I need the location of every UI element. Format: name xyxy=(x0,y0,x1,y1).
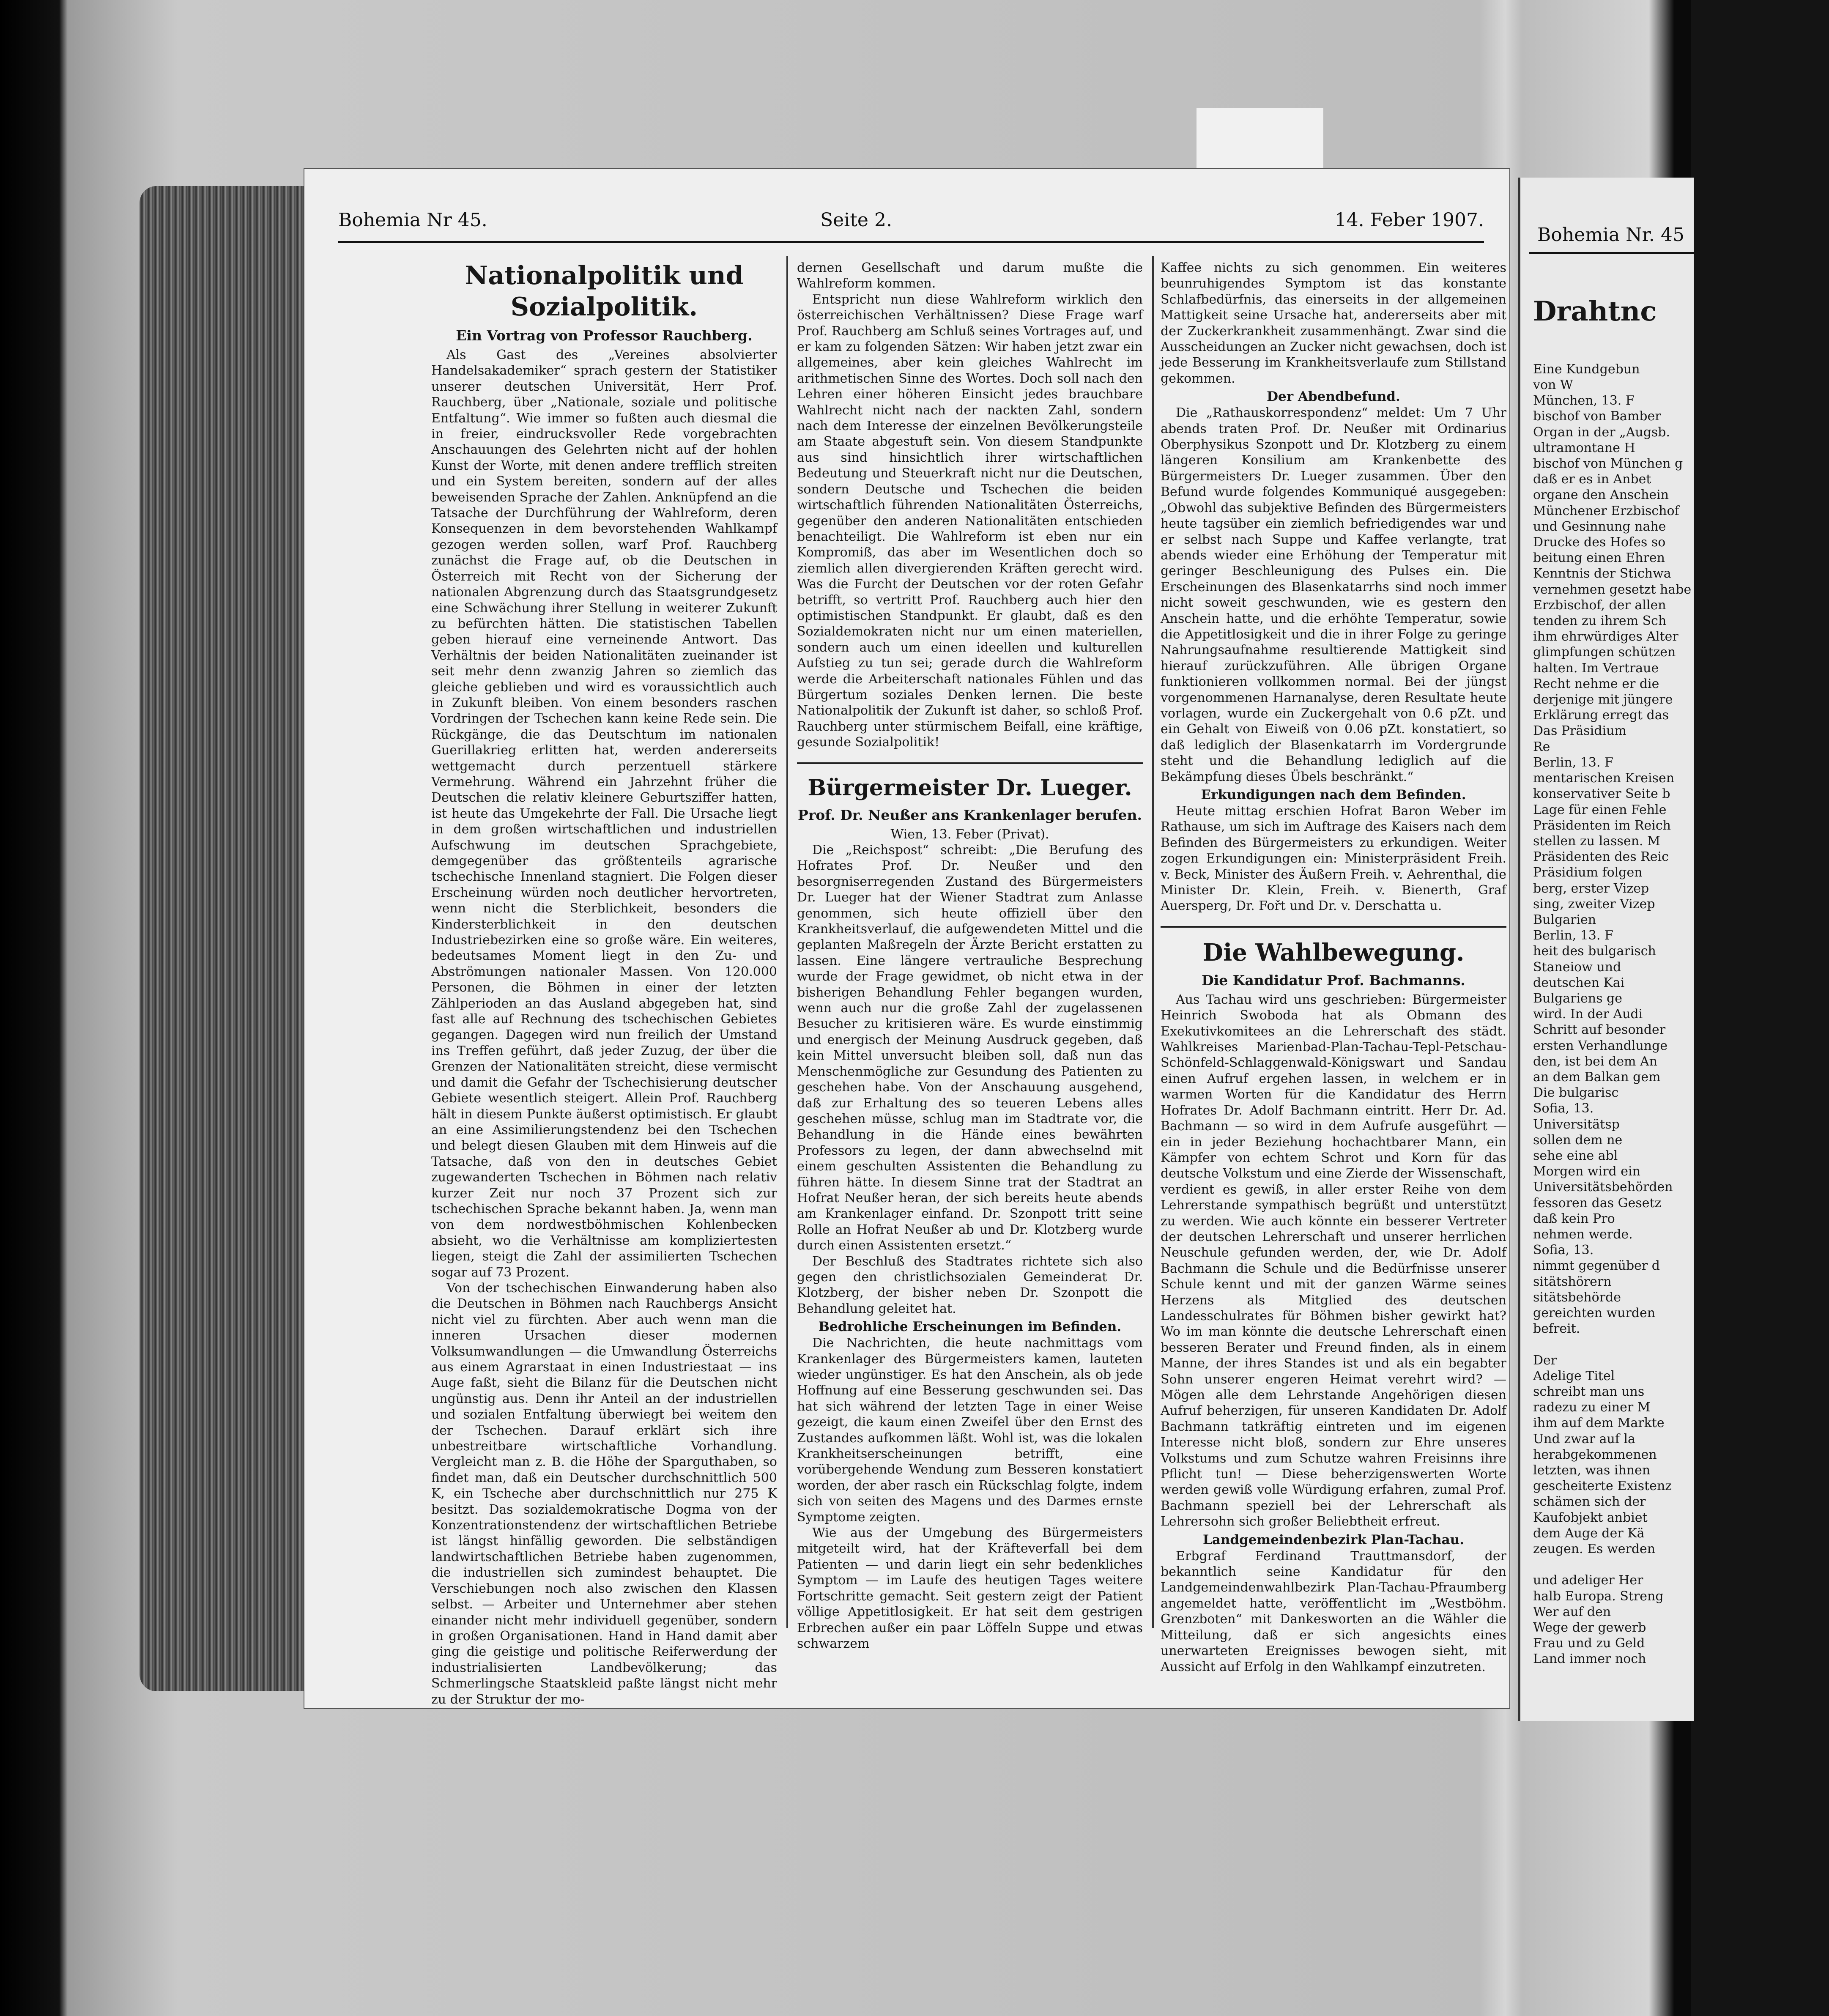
header-date: 14. Feber 1907. xyxy=(1334,209,1484,231)
facing-page-line: sollen dem ne xyxy=(1533,1132,1623,1148)
facing-page-line: heit des bulgarisch xyxy=(1533,944,1656,959)
section-heading: Landgemeindenbezirk Plan-Tachau. xyxy=(1202,1532,1465,1548)
facing-page-line: Präsidenten im Reich xyxy=(1533,818,1671,833)
facing-page-line: halb Europa. Streng xyxy=(1533,1589,1664,1604)
facing-page-line: Wege der gewerb xyxy=(1533,1620,1646,1635)
facing-page-line: derjenige mit jüngere xyxy=(1533,692,1673,707)
facing-page-line: Bulgarien xyxy=(1533,912,1596,927)
facing-page-line: zeugen. Es werden xyxy=(1533,1542,1656,1557)
facing-page-header: Bohemia Nr. 45 xyxy=(1537,224,1684,246)
facing-page-line: organe den Anschein xyxy=(1533,488,1669,503)
facing-page-line: befreit. xyxy=(1533,1321,1580,1337)
facing-page-line: ihm auf dem Markte xyxy=(1533,1416,1665,1431)
facing-page-line: Staneiow und xyxy=(1533,959,1621,975)
paragraph: Die „Reichspost“ schreibt: „Die Berufung des Hofrates Prof. Dr. Neußer und den besorgniserregenden Zustand des Bürgermeisters Dr. Lueger hat der Wiener Stadtrat zum Anlasse genommen, sich heute offiziell über den Krankheitsverlauf, die aufgewendeten Mittel und die geplanten Maßregeln der Ärzte Bericht erstatten zu lassen. Eine längere vertrauliche Besprechung wurde der Frage gewidmet, ob nicht etwa in der bisherigen Behandlung Fehler begangen wurden, wenn auch nur die große Zahl der zugelassenen Besucher zu kritisieren wäre. Es wurde einstimmig und energisch der Meinung Ausdruck gegeben, daß kein Mittel unversucht bleiben soll, daß nun das Menschenmögliche zur Gesundung des Patienten zu geschehen habe. Von der Anschauung ausgehend, daß zur Erhaltung des so teueren Lebens alles geschehen müsse, schlug man im Stadtrate vor, die Behandlung in die Hände eines bewährten Professors zu legen, der dann abwechselnd mit einem geschulten Assistenten die Behandlung zu führen hätte. In diesem Sinne trat der Stadtrat an Hofrat Neußer heran, der sich bereits heute abends am Krankenlager einfand. Dr. Szonpott tritt seine Rolle an Hofrat Neußer ab und Dr. Klotzberg wurde durch einen Assistenten ersetzt.“ xyxy=(797,843,1143,1253)
facing-page-line: und adeliger Her xyxy=(1533,1573,1643,1588)
article-subtitle: Prof. Dr. Neußer ans Krankenlager berufen. xyxy=(798,806,1142,823)
facing-page-line: den, ist bei dem An xyxy=(1533,1054,1657,1069)
facing-page-line: nimmt gegenüber d xyxy=(1533,1258,1660,1274)
facing-page-line: halten. Im Vertraue xyxy=(1533,660,1659,676)
facing-page-line: von W xyxy=(1533,378,1573,393)
facing-page-line: sehe eine abl xyxy=(1533,1148,1618,1163)
facing-page-line: ersten Verhandlunge xyxy=(1533,1038,1668,1053)
column-rule xyxy=(1152,256,1154,1628)
section-heading: Bedrohliche Erscheinungen im Befinden. xyxy=(818,1319,1122,1335)
facing-page-line: Adelige Titel xyxy=(1533,1368,1615,1383)
paragraph: dernen Gesellschaft und darum mußte die Wahlreform kommen. xyxy=(797,260,1143,291)
facing-page-line: berg, erster Vizep xyxy=(1533,881,1649,896)
facing-page-line: Bulgariens ge xyxy=(1533,991,1622,1006)
facing-page-line: Erzbischof, der allen xyxy=(1533,597,1666,613)
facing-page-line: schreibt man uns xyxy=(1533,1384,1645,1400)
facing-page-line: schämen sich der xyxy=(1533,1494,1646,1509)
section-heading: Erkundigungen nach dem Befinden. xyxy=(1201,787,1466,803)
facing-page-line: daß kein Pro xyxy=(1533,1211,1615,1226)
facing-page-line xyxy=(1533,1557,1829,1572)
facing-page-line: Das Präsidium xyxy=(1533,723,1626,739)
facing-page-line: stellen zu lassen. M xyxy=(1533,833,1660,849)
facing-page-line: Präsidenten des Reic xyxy=(1533,849,1669,865)
facing-page-line: Kaufobjekt anbiet xyxy=(1533,1510,1648,1525)
article-subtitle: Die Kandidatur Prof. Bachmanns. xyxy=(1202,972,1465,989)
facing-page-line: tenden zu ihrem Sch xyxy=(1533,614,1667,629)
paragraph: Entspricht nun diese Wahlreform wirklich den österreichischen Verhältnissen? Diese Frage warf Prof. Rauchberg am Schluß seines Vortrages auf, und er kam zu folgenden Sätzen: Wir haben jetzt zwar ein allgemeines, aber kein gleiches Wahlrecht im arithmetischen Sinne des Wortes. Doch soll nach den Lehren einer höheren Einsicht jedes brauchbare Wahlrecht nicht nach der nackten Zahl, sondern nach dem Interesse der einzelnen Bevölkerungsteile am Staate abgestuft sein. Von diesem Standpunkte aus sind hinsichtlich ihrer wirtschaftlichen Bedeutung und Steuerkraft nicht nur die Deutschen, sondern Deutsche und Tschechen die beiden wirtschaftlich führenden Nationalitäten Österreichs, gegenüber den anderen Nationalitäten entschieden benachteiligt. Die Wahlreform ist eben nur ein Kompromiß, das aber im Wesentlichen doch so ziemlich allen divergierenden Kräften gerecht wird. Was die Furcht der Deutschen vor der roten Gefahr betrifft, so vertritt Prof. Rauchberg auch hier den optimistischen Standpunkt. Er glaubt, daß es den Sozialdemokraten nicht nur um einen materiellen, sondern auch um einen ideellen und kulturellen Aufstieg zu tun sei; gerade durch die Wahlreform werde die Arbeiterschaft nationales Fühlen und das Bürgertum soziales Denken lernen. Die beste Nationalpolitik der Zukunft ist daher, so schloß Prof. Rauchberg unter stürmischem Beifall, eine kräftige, gesunde Sozialpolitik! xyxy=(797,292,1143,750)
facing-page-line: Schritt auf besonder xyxy=(1533,1022,1666,1038)
facing-page-line: ultramontane H xyxy=(1533,440,1635,455)
facing-page-line: konservativer Seite b xyxy=(1533,786,1670,802)
facing-page-line: beitung einen Ehren xyxy=(1533,551,1665,566)
facing-page-line: sitätsbehörde xyxy=(1533,1290,1621,1305)
paragraph: Der Beschluß des Stadtrates richtete sich also gegen den christlichsozialen Gemeinderat Dr. Klotzberg, der bisher neben Dr. Szonpott die Behandlung geleitet hat. xyxy=(797,1254,1143,1316)
facing-page-title: Drahtnc xyxy=(1533,296,1657,328)
paragraph: Als Gast des „Vereines absolvierter Handelsakademiker“ sprach gestern der Statistiker unserer deutschen Universität, Herr Prof. Rauchberg, über „Nationale, soziale und politische Entfaltung“. Wie immer so fußten auch diesmal die in freier, eindrucksvoller Rede vorgebrachten Anschauungen des Gelehrten nicht auf der hohlen Kunst der Worte, mit denen andere trefflich streiten und ein System bereiten, sondern auf der alles beweisenden Sprache der Zahlen. Anknüpfend an die Tatsache der Durchführung der Wahlreform, deren Konsequenzen in dem bevorstehenden Wahlkampf gezogen werden sollen, warf Prof. Rauchberg zunächst die Frage auf, ob die Deutschen in Österreich mit Recht von der Sicherung der nationalen Abgrenzung durch das Staatsgrundgesetz eine Schwächung ihrer Stellung in weiterer Zukunft zu befürchten hätten. Die statistischen Tabellen geben hierauf eine verneinende Antwort. Das Verhältnis der beiden Nationalitäten zueinander ist seit mehr denn zwanzig Jahren so ziemlich das gleiche geblieben und wird es voraussichtlich auch in Zukunft bleiben. Von einem besonders raschen Vordringen der Tschechen kann keine Rede sein. Die Rückgänge, die das Deutschtum im nationalen Guerillakrieg erlitten hat, werden andererseits wettgemacht durch perzentuell stärkere Vermehrung. Während ein Jahrzehnt früher die Deutschen die relativ kleinere Geburtsziffer hatten, ist heute das Umgekehrte der Fall. Die Ursache liegt in dem großen wirtschaftlichen und industriellen Aufschwung im deutschen Sprachgebiete, demgegenüber das größtenteils agrarische tschechische Innenland stagniert. Die Folgen dieser Erscheinung würden noch deutlicher hervortreten, wenn nicht die Sterblichkeit, besonders die Kindersterblichkeit in den deutschen Industriebezirken eine so große wäre. Ein weiteres, bedeutsames Moment liegt in den Zu- und Abströmungen nationaler Massen. Von 120.000 Personen, die Böhmen in einer der letzten Zählperioden an das Ausland abgegeben hat, sind fast alle auf Rechnung des tschechischen Gebietes gegangen. Dagegen wird nun freilich der Umstand ins Treffen geführt, daß jeder Zuzug, der über die Grenzen der Nationalitäten streicht, diese vermischt und damit die Gefahr der Tschechisierung deutscher Gebiete wesentlich steigert. Allein Prof. Rauchberg hält in diesem Punkte äußerst optimistisch. Er glaubt an eine Assimilierungstendenz bei den Tschechen und belegt diesen Glauben mit dem Hinweis auf die Tatsache, daß von den in deutsches Gebiet zugewanderten Tschechen in Böhmen nach relativ kurzer Zeit nur noch 37 Prozent sich zur tschechischen Sprache bekannt haben. Ja, wenn man von dem nordwestböhmischen Kohlenbecken absieht, wo die Verhältnisse am kompliziertesten liegen, steigt die Zahl der assimilierten Tschechen sogar auf 73 Prozent. xyxy=(431,348,777,1280)
facing-page-line: fessoren das Gesetz xyxy=(1533,1195,1662,1211)
facing-page-text xyxy=(1533,262,1829,1698)
article-title: Nationalpolitik und Sozialpolitik. xyxy=(465,261,744,322)
paragraph: Von der tschechischen Einwanderung haben also die Deutschen in Böhmen nach Rauchbergs Ansicht nicht viel zu fürchten. Aber auch wenn man die inneren Ursachen dieser modernen Volksumwandlungen — die Umwandlung Österreichs aus einem Agrarstaat in einen Industriestaat — ins Auge faßt, sieht die Bilanz für die Deutschen nicht ungünstig aus. Denn ihr Anteil an der industriellen und sozialen Entfaltung überwiegt bei weitem den der Tschechen. Darauf erklärt sich ihre unbestreitbare wirtschaftliche Vorhandlung. Vergleicht man z. B. die Höhe der Sparguthaben, so findet man, daß ein Deutscher durchschnittlich 500 K, ein Tscheche aber durchschnittlich nur 275 K besitzt. Das sozialdemokratische Dogma von der Konzentrationstendenz der wirtschaftlichen Betriebe ist längst hinfällig geworden. Die selbständigen landwirtschaftlichen Betriebe haben zugenommen, die industriellen sich zumindest behauptet. Die Verschiebungen noch also zwischen den Klassen selbst. — Arbeiter und Unternehmer aber stehen einander nicht mehr individuell gegenüber, sondern in großen Organisationen. Hand in Hand damit aber ging die geistige und politische Reiferwerdung der industrialisierten Landbevölkerung; das Schmerlingsche Staatskleid paßte längst nicht mehr zu der Struktur der mo- xyxy=(431,1280,777,1707)
facing-page-line: an dem Balkan gem xyxy=(1533,1069,1661,1085)
facing-page-line: glimpfungen schützen xyxy=(1533,645,1676,660)
facing-page-line: Morgen wird ein xyxy=(1533,1164,1640,1179)
facing-page-line: letzten, was ihnen xyxy=(1533,1463,1651,1478)
paragraph: Erbgraf Ferdinand Trauttmansdorf, der bekanntlich seine Kandidatur für den Landgemeindenwahlbezirk Plan-Tachau-Pfraumberg angemeldet hatte, veröffentlicht im „Westböhm. Grenzboten“ mit Dankesworten an die Wähler die Mitteilung, daß er sich angesichts eines unerwarteten Ereignisses bewogen sieht, mit Aussicht auf Erfolg in den Wahlkampf einzutreten. xyxy=(1161,1548,1506,1674)
facing-page-line: gescheiterte Existenz xyxy=(1533,1479,1672,1494)
facing-page-line: Land immer noch xyxy=(1533,1652,1646,1667)
facing-page-line: Sofia, 13. xyxy=(1533,1101,1594,1116)
article-title: Die Wahlbewegung. xyxy=(1202,938,1465,967)
facing-page-lines xyxy=(1533,362,1829,1667)
facing-page-line: Wer auf den xyxy=(1533,1604,1611,1619)
facing-page xyxy=(1518,178,1694,1721)
facing-page-line: radezu zu einer M xyxy=(1533,1400,1651,1415)
article-title: Bürgermeister Dr. Lueger. xyxy=(808,775,1132,801)
page-header xyxy=(338,209,1484,235)
facing-page-line: dem Auge der Kä xyxy=(1533,1526,1645,1541)
dateline: Wien, 13. Feber (Privat). xyxy=(890,827,1049,842)
paragraph: Aus Tachau wird uns geschrieben: Bürgermeister Heinrich Swoboda hat als Obmann des Exekutivkomitees an die Lehrerschaft des städt. Wahlkreises Marienbad-Plan-Tachau-Tepl-Petschau-Schönfeld-Schlaggenwald-Königswart und Sandau einen Aufruf ergehen lassen, in welchem er in warmen Worten für die Kandidatur des Herrn Hofrates Dr. Adolf Bachmann eintritt. Herr Dr. Ad. Bachmann — so wird in dem Aufrufe ausgeführt — ein in jeder Beziehung hochachtbarer Mann, ein Kämpfer von echtem Schrot und Korn für das deutsche Volkstum und eine Zierde der Wissenschaft, verdient es gewiß, in aller erster Reihe von dem Lehrerstande sympathisch begrüßt und unterstützt zu werden. Wie auch könnte ein besserer Vertreter der deutschen Lehrerschaft und unserer herrlichen Neuschule gefunden werden, der, wie Dr. Adolf Bachmann die Schule und die Bedürfnisse unserer Schule kennt und mit der ganzen Wärme seines Herzens als Mitglied des deutschen Landesschulrates für Böhmen bisher gewirkt hat? Wo im man könnte die deutsche Lehrerschaft einen besseren Berater und Freund finden, als in einem Manne, der ihres Standes ist und als ein begabter Sohn unserer engeren Heimat verehrt wird? — Mögen alle dem Lehrstande Angehörigen diesen Aufruf beherzigen, für unseren Kandidaten Dr. Adolf Bachmann tatkräftig eintreten und im eigenen Interesse nicht bloß, sondern zur Ehre unseres Volkstums und zum Schutze wahren Freisinns ihre Pflicht tun! — Diese beherzigenswerten Worte werden gewiß volle Würdigung erfahren, zumal Prof. Bachmann speziell bei der Lehrerschaft als Lehrersohn sich großer Beliebtheit erfreut. xyxy=(1161,992,1506,1529)
facing-page-line: ihm ehrwürdiges Alter xyxy=(1533,629,1678,644)
header-page-number: Seite 2. xyxy=(820,209,892,231)
facing-page-line: Recht nehme er die xyxy=(1533,676,1659,691)
facing-page-line: Berlin, 13. F xyxy=(1533,755,1613,770)
facing-page-line: München, 13. F xyxy=(1533,393,1635,408)
facing-page-line xyxy=(1533,1337,1829,1352)
facing-page-line: bischof von München g xyxy=(1533,456,1683,471)
facing-page-line: deutschen Kai xyxy=(1533,975,1625,990)
facing-page-line: Universitätsbehörden xyxy=(1533,1180,1673,1195)
column-rule xyxy=(786,256,788,1628)
facing-page-line: Die bulgarisc xyxy=(1533,1085,1619,1101)
facing-page-line: Organ in der „Augsb. xyxy=(1533,425,1670,440)
facing-page-line: herabgekommenen xyxy=(1533,1447,1657,1462)
facing-page-line: sing, zweiter Vizep xyxy=(1533,896,1655,912)
facing-page-rule xyxy=(1529,252,1694,254)
paragraph: Kaffee nichts zu sich genommen. Ein weiteres beunruhigendes Symptom ist das konstante Schlafbedürfnis, das einerseits in der allgemeinen Mattigkeit seine Ursache hat, andererseits aber mit der Zuckerkrankheit zusammenhängt. Zwar sind die Ausscheidungen an Zucker nicht gewachsen, doch ist jede Besserung im Krankheitsverlaufe zum Stillstand gekommen. xyxy=(1161,260,1506,386)
facing-page-line: und Gesinnung nahe xyxy=(1533,519,1666,534)
facing-page-line: vernehmen gesetzt habe xyxy=(1533,582,1692,597)
column-3 xyxy=(1161,260,1506,1674)
article-divider xyxy=(797,762,1143,764)
facing-page-line: Der xyxy=(1533,1353,1557,1368)
facing-page-line: Eine Kundgebun xyxy=(1533,362,1640,377)
header-rule xyxy=(338,241,1484,243)
facing-page-line: Und zwar auf la xyxy=(1533,1431,1635,1446)
section-heading: Der Abendbefund. xyxy=(1267,389,1400,405)
facing-page-line: mentarischen Kreisen xyxy=(1533,771,1675,786)
facing-page-line: Frau und zu Geld xyxy=(1533,1636,1645,1651)
book-page-edges xyxy=(140,186,317,1691)
facing-page-line: Münchener Erzbischof xyxy=(1533,503,1679,518)
facing-page-line: sitätshörern xyxy=(1533,1274,1612,1289)
facing-page-line: bischof von Bamber xyxy=(1533,409,1661,424)
article-divider xyxy=(1161,926,1506,928)
facing-page-line: Präsidium folgen xyxy=(1533,865,1643,880)
newspaper-page xyxy=(304,169,1509,1708)
column-1 xyxy=(431,260,777,1707)
paragraph: Die „Rathauskorrespondenz“ meldet: Um 7 Uhr abends traten Prof. Dr. Neußer mit Ordinarius Oberphysikus Szonpott und Dr. Klotzberg zu einem längeren Konsilium am Krankenbette des Bürgermeisters Dr. Lueger zusammen. Über den Befund wurde folgendes Kommuniqué ausgegeben: „Obwohl das subjektive Befinden des Bürgermeisters heute tagsüber ein ziemlich befriedigendes war und er selbst nach Suppe und Kaffee verlangte, trat abends wieder eine Erhöhung der Temperatur mit geringer Beschleunigung des Pulses ein. Die Erscheinungen des Blasenkatarrhs sind noch immer nicht soweit geschwunden, wie es gestern den Anschein hatte, und die erhöhte Temperatur, sowie die Appetitlosigkeit und die in ihrer Folge zu geringe Nahrungsaufnahme resultierende Mattigkeit sind hierauf zurückzuführen. Alle übrigen Organe funktionieren vollkommen normal. Bei der jüngst vorgenommenen Harnanalyse, deren Resultate heute vorlagen, wurde ein Zuckergehalt von 0.6 pZt. und ein Gehalt von Eiweiß von 0.06 pZt. konstatiert, so daß lediglich der Blasenkatarrh im Vordergrunde steht und die Behandlung lediglich auf die Bekämpfung dieses Übels beschränkt.“ xyxy=(1161,405,1506,784)
paragraph: Die Nachrichten, die heute nachmittags vom Krankenlager des Bürgermeisters kamen, lauteten wieder ungünstiger. Es hat den Anschein, als ob jede Hoffnung auf eine Besserung geschwunden sei. Das hat sich während der letzten Tage in einer Weise gezeigt, die kaum einen Zweifel über den Ernst des Zustandes aufkommen läßt. Wohl ist, was die lokalen Krankheitserscheinungen betrifft, eine vorübergehende Wendung zum Besseren konstatiert worden, der aber rasch ein Rückschlag folgte, indem sich von seiten des Magens und des Darmes ernste Symptome zeigten. xyxy=(797,1336,1143,1525)
paragraph: Heute mittag erschien Hofrat Baron Weber im Rathause, um sich im Auftrage des Kaisers nach dem Befinden des Bürgermeisters zu erkundigen. Weiter zogen Erkundigungen ein: Ministerpräsident Freih. v. Beck, Minister des Äußern Freih. v. Aehrenthal, die Minister Dr. Klein, Freih. v. Bienerth, Graf Auersperg, Dr. Fořt und Dr. v. Derschatta u. xyxy=(1161,804,1506,914)
facing-page-line: wird. In der Audi xyxy=(1533,1007,1643,1022)
paragraph: Wie aus der Umgebung des Bürgermeisters mitgeteilt wird, hat der Kräfteverfall bei dem Patienten — und darin liegt ein sehr bedenkliches Symptom — im Laufe des heutigen Tages weitere Fortschritte gemacht. Seit gestern zeigt der Patient völlige Appetitlosigkeit. Er hat seit dem gestrigen Erbrechen außer ein paar Löffeln Suppe und etwas schwarzem xyxy=(797,1526,1143,1651)
facing-page-line: daß er es in Anbet xyxy=(1533,472,1651,487)
column-2 xyxy=(797,260,1143,1651)
facing-page-line: Universitätsp xyxy=(1533,1117,1620,1132)
facing-page-line: Lage für einen Fehle xyxy=(1533,802,1667,817)
facing-page-line: Kenntnis der Stichwa xyxy=(1533,566,1671,581)
facing-page-line: Berlin, 13. F xyxy=(1533,928,1613,943)
facing-page-line: nehmen werde. xyxy=(1533,1227,1633,1242)
facing-page-line: Re xyxy=(1533,739,1550,754)
facing-page-line: Sofia, 13. xyxy=(1533,1243,1594,1258)
header-issue: Bohemia Nr 45. xyxy=(338,209,487,231)
article-subtitle: Ein Vortrag von Professor Rauchberg. xyxy=(456,327,753,344)
facing-page-line: gereichten wurden xyxy=(1533,1306,1656,1320)
facing-page-line: Erklärung erregt das xyxy=(1533,708,1669,723)
facing-page-line: Drucke des Hofes so xyxy=(1533,535,1666,550)
